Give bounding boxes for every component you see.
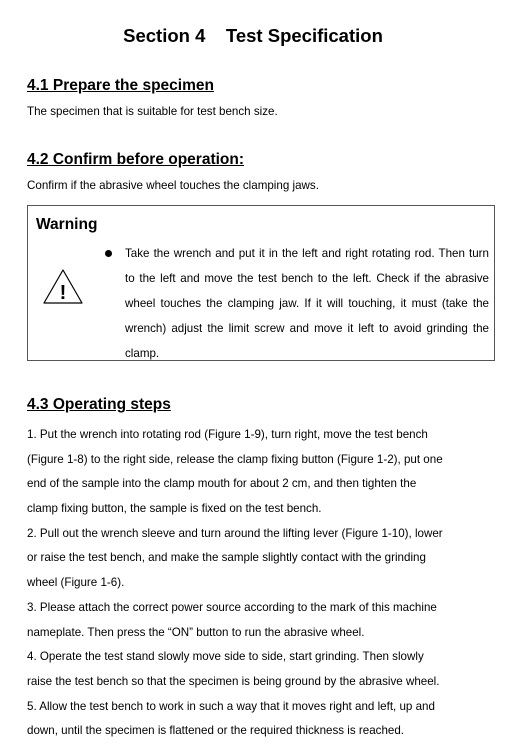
step-line: 2. Pull out the wrench sleeve and turn around the lifting lever (Figure 1-10), lower xyxy=(27,526,443,540)
step-line: (Figure 1-8) to the right side, release the clamp fixing button (Figure 1-2), put one xyxy=(27,452,443,466)
warning-box xyxy=(27,205,495,361)
text-4-1: The specimen that is suitable for test bench size. xyxy=(27,105,278,118)
bullet-icon xyxy=(105,250,112,257)
section-title: Section 4 Test Specification xyxy=(123,25,383,46)
warning-title: Warning xyxy=(36,216,98,233)
step-line: 5. Allow the test bench to work in such a way that it moves right and left, up and xyxy=(27,699,435,713)
warning-text: Take the wrench and put it in the left and right rotating rod. Then turn to the left and move the test bench to the left. Check if the abrasive wheel touches the clamping jaw. If it will touching, it must (take the wrench) adjust the limit screw and move it left to avoid grinding the clamp. xyxy=(125,247,489,360)
step-line: nameplate. Then press the “ON” button to run the abrasive wheel. xyxy=(27,625,365,639)
step-line: wheel (Figure 1-6). xyxy=(27,576,125,590)
step-line: or raise the test bench, and make the sample slightly contact with the grinding xyxy=(27,551,426,565)
step-line: 4. Operate the test stand slowly move side to side, start grinding. Then slowly xyxy=(27,650,424,664)
step-line: raise the test bench so that the specimen is being ground by the abrasive wheel. xyxy=(27,674,440,688)
step-line: 3. Please attach the correct power source according to the mark of this machine xyxy=(27,600,437,614)
heading-4-1: 4.1 Prepare the specimen xyxy=(27,77,214,94)
step-line: clamp fixing button, the sample is fixed on the test bench. xyxy=(27,502,322,516)
step-line: down, until the specimen is flattened or the required thickness is reached. xyxy=(27,724,405,738)
warning-triangle-icon xyxy=(42,268,84,306)
heading-4-3: 4.3 Operating steps xyxy=(27,396,171,413)
step-line: 1. Put the wrench into rotating rod (Figure 1-9), turn right, move the test bench xyxy=(27,428,428,441)
step-line: end of the sample into the clamp mouth for about 2 cm, and then tighten the xyxy=(27,477,417,491)
text-4-2: Confirm if the abrasive wheel touches the clamping jaws. xyxy=(27,179,319,192)
operating-steps xyxy=(27,423,467,744)
heading-4-2: 4.2 Confirm before operation: xyxy=(27,151,245,168)
warning-icon-glyph: ! xyxy=(59,282,67,304)
